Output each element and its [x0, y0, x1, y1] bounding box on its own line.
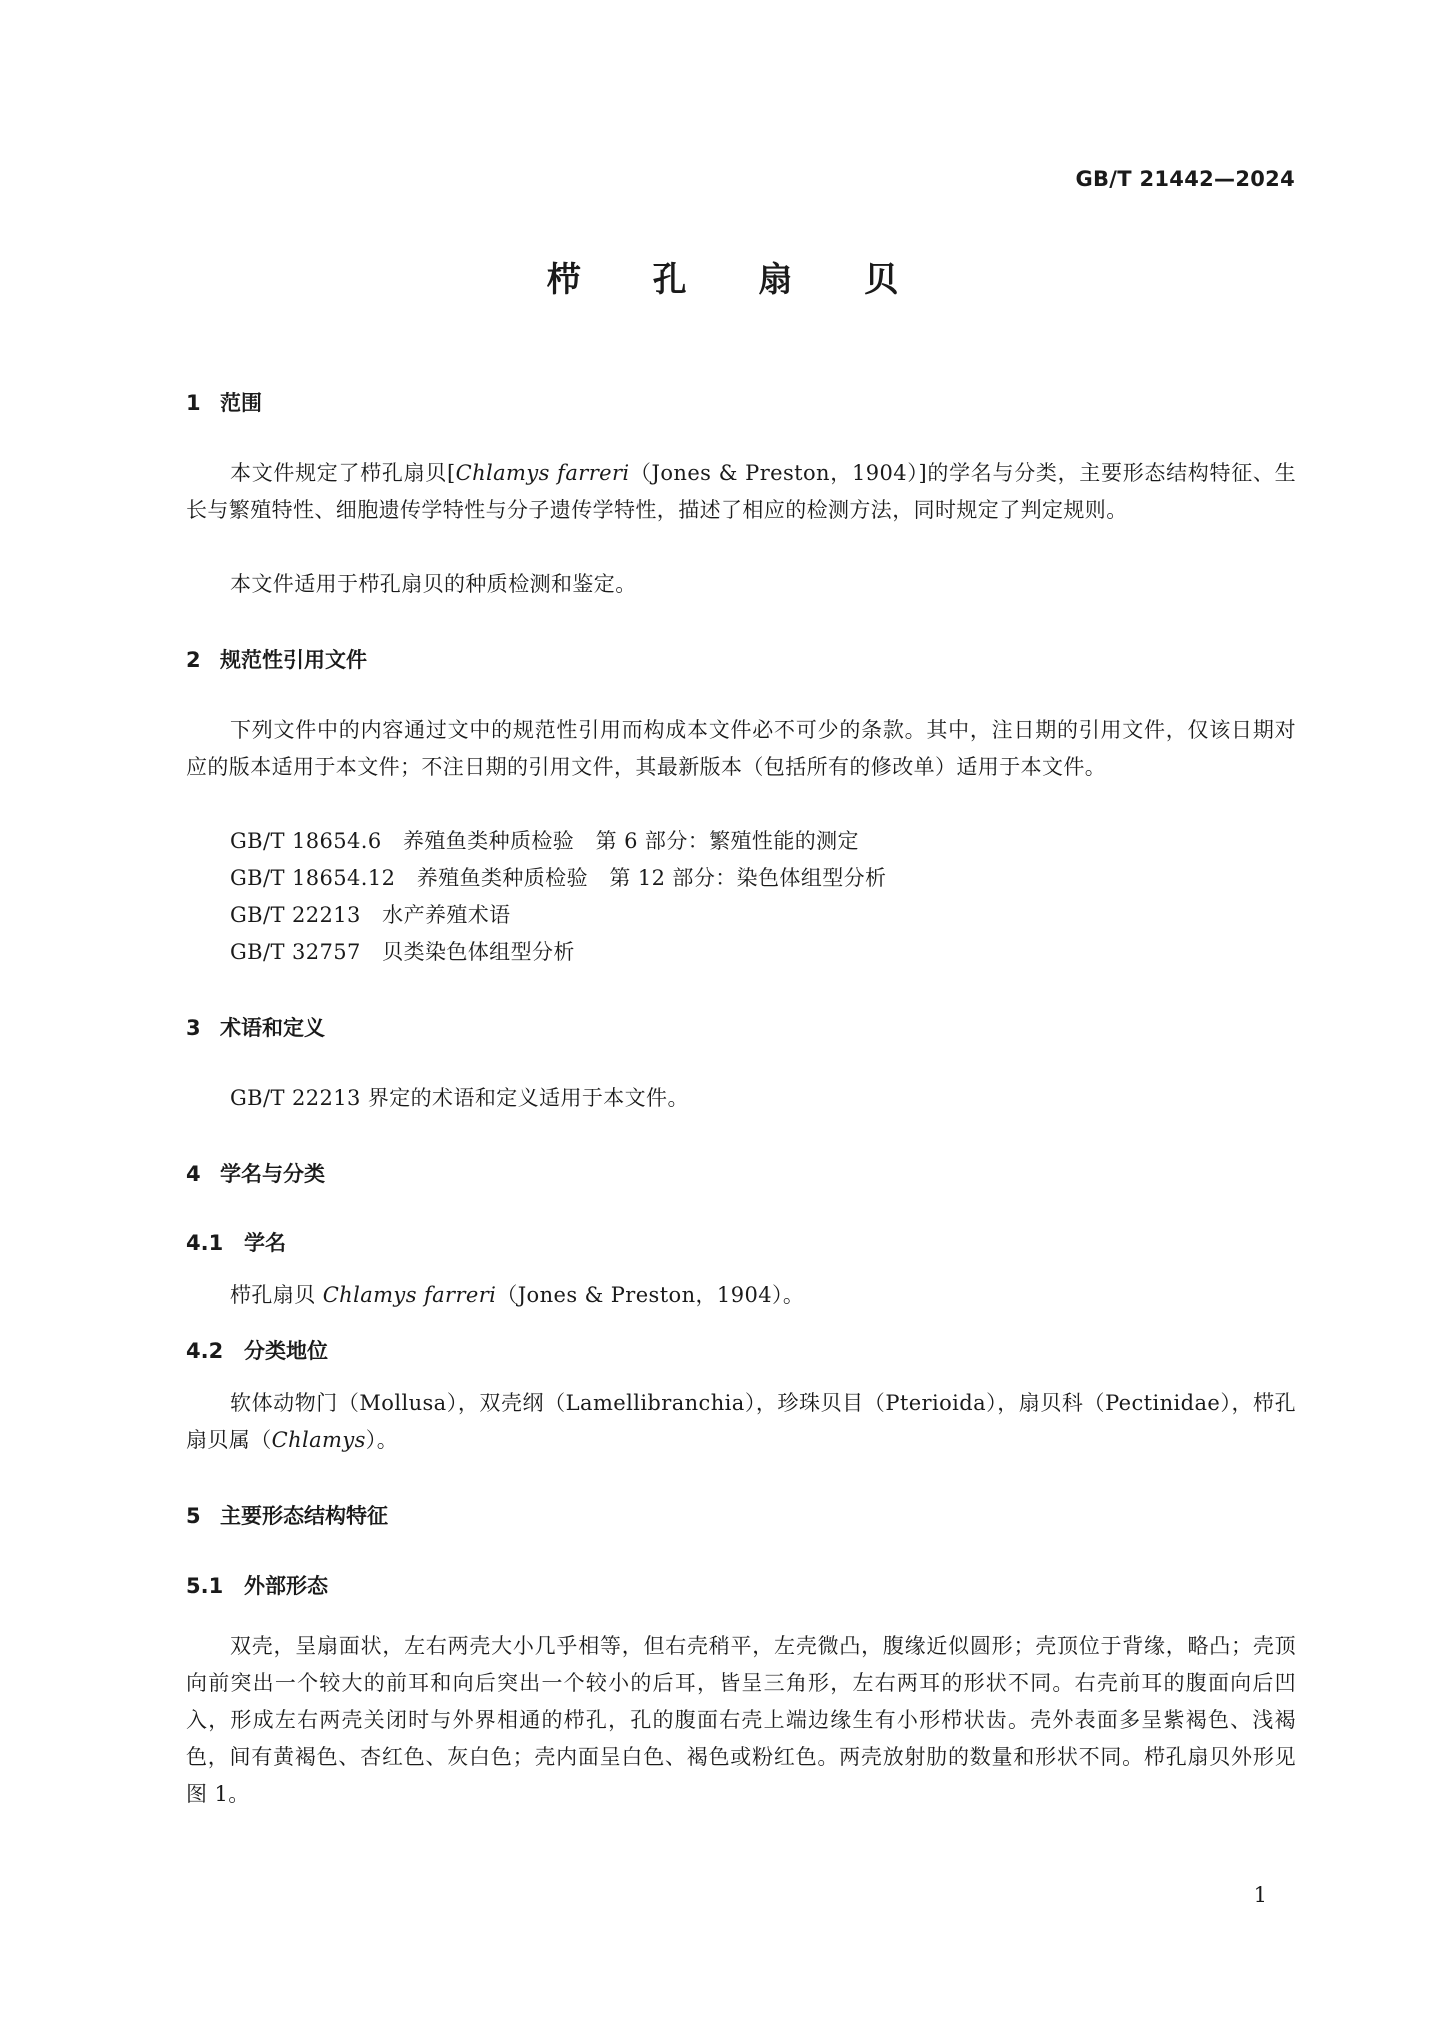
reference-item: GB/T 32757 贝类染色体组型分析 — [230, 940, 575, 964]
document-title: 栉 孔 扇 贝 — [546, 260, 929, 300]
section-5-heading: 5 主要形态结构特征 — [186, 1504, 388, 1528]
reference-item: GB/T 22213 水产养殖术语 — [230, 903, 511, 927]
standard-code: GB/T 21442—2024 — [1075, 167, 1295, 191]
section-4-1-heading: 4.1 学名 — [186, 1231, 286, 1255]
section-5-1-paragraph: 双壳，呈扇面状，左右两壳大小几乎相等，但右壳稍平，左壳微凸，腹缘近似圆形；壳顶位于背缘，略凸；壳顶向前突出一个较大的前耳和向后突出一个较小的后耳，皆呈三角形，左右两耳的形状不同。右壳前耳的腹面向后凹入，形成左右两壳关闭时与外界相通的栉孔，孔的腹面右壳上端边缘生有小形栉状齿。壳外表面多呈紫褐色、浅褐色，间有黄褐色、杏红色、灰白色；壳内面呈白色、褐色或粉红色。两壳放射肋的数量和形状不同。栉孔扇贝外形见图 1。 — [186, 1634, 1296, 1806]
reference-item: GB/T 18654.6 养殖鱼类种质检验 第 6 部分：繁殖性能的测定 — [230, 829, 859, 853]
section-5-1-heading: 5.1 外部形态 — [186, 1574, 328, 1598]
section-1-heading: 1 范围 — [186, 391, 262, 415]
section-2-heading: 2 规范性引用文件 — [186, 648, 367, 672]
section-4-heading: 4 学名与分类 — [186, 1162, 325, 1186]
reference-item: GB/T 18654.12 养殖鱼类种质检验 第 12 部分：染色体组型分析 — [230, 866, 887, 890]
page-number: 1 — [1253, 1883, 1267, 1907]
section-4-2-heading: 4.2 分类地位 — [186, 1339, 328, 1363]
section-1-paragraph-1: 本文件规定了栉孔扇贝[Chlamys farreri（Jones & Preston，1904）]的学名与分类，主要形态结构特征、生长与繁殖特性、细胞遗传学特性与分子遗传学特性，描述了相应的检测方法，同时规定了判定规则。 — [186, 461, 1296, 522]
section-3-heading: 3 术语和定义 — [186, 1016, 325, 1040]
section-3-paragraph-1: GB/T 22213 界定的术语和定义适用于本文件。 — [230, 1086, 689, 1110]
section-1-paragraph-2: 本文件适用于栉孔扇贝的种质检测和鉴定。 — [230, 572, 637, 596]
section-4-2-paragraph: 软体动物门（Mollusa），双壳纲（Lamellibranchia），珍珠贝目（Pterioida），扇贝科（Pectinidae），栉孔扇贝属（Chlamys）。 — [186, 1391, 1296, 1452]
section-4-1-paragraph: 栉孔扇贝 Chlamys farreri（Jones & Preston，1904）。 — [230, 1283, 805, 1307]
section-2-paragraph-1: 下列文件中的内容通过文中的规范性引用而构成本文件必不可少的条款。其中，注日期的引用文件，仅该日期对应的版本适用于本文件；不注日期的引用文件，其最新版本（包括所有的修改单）适用于本文件。 — [186, 718, 1296, 779]
